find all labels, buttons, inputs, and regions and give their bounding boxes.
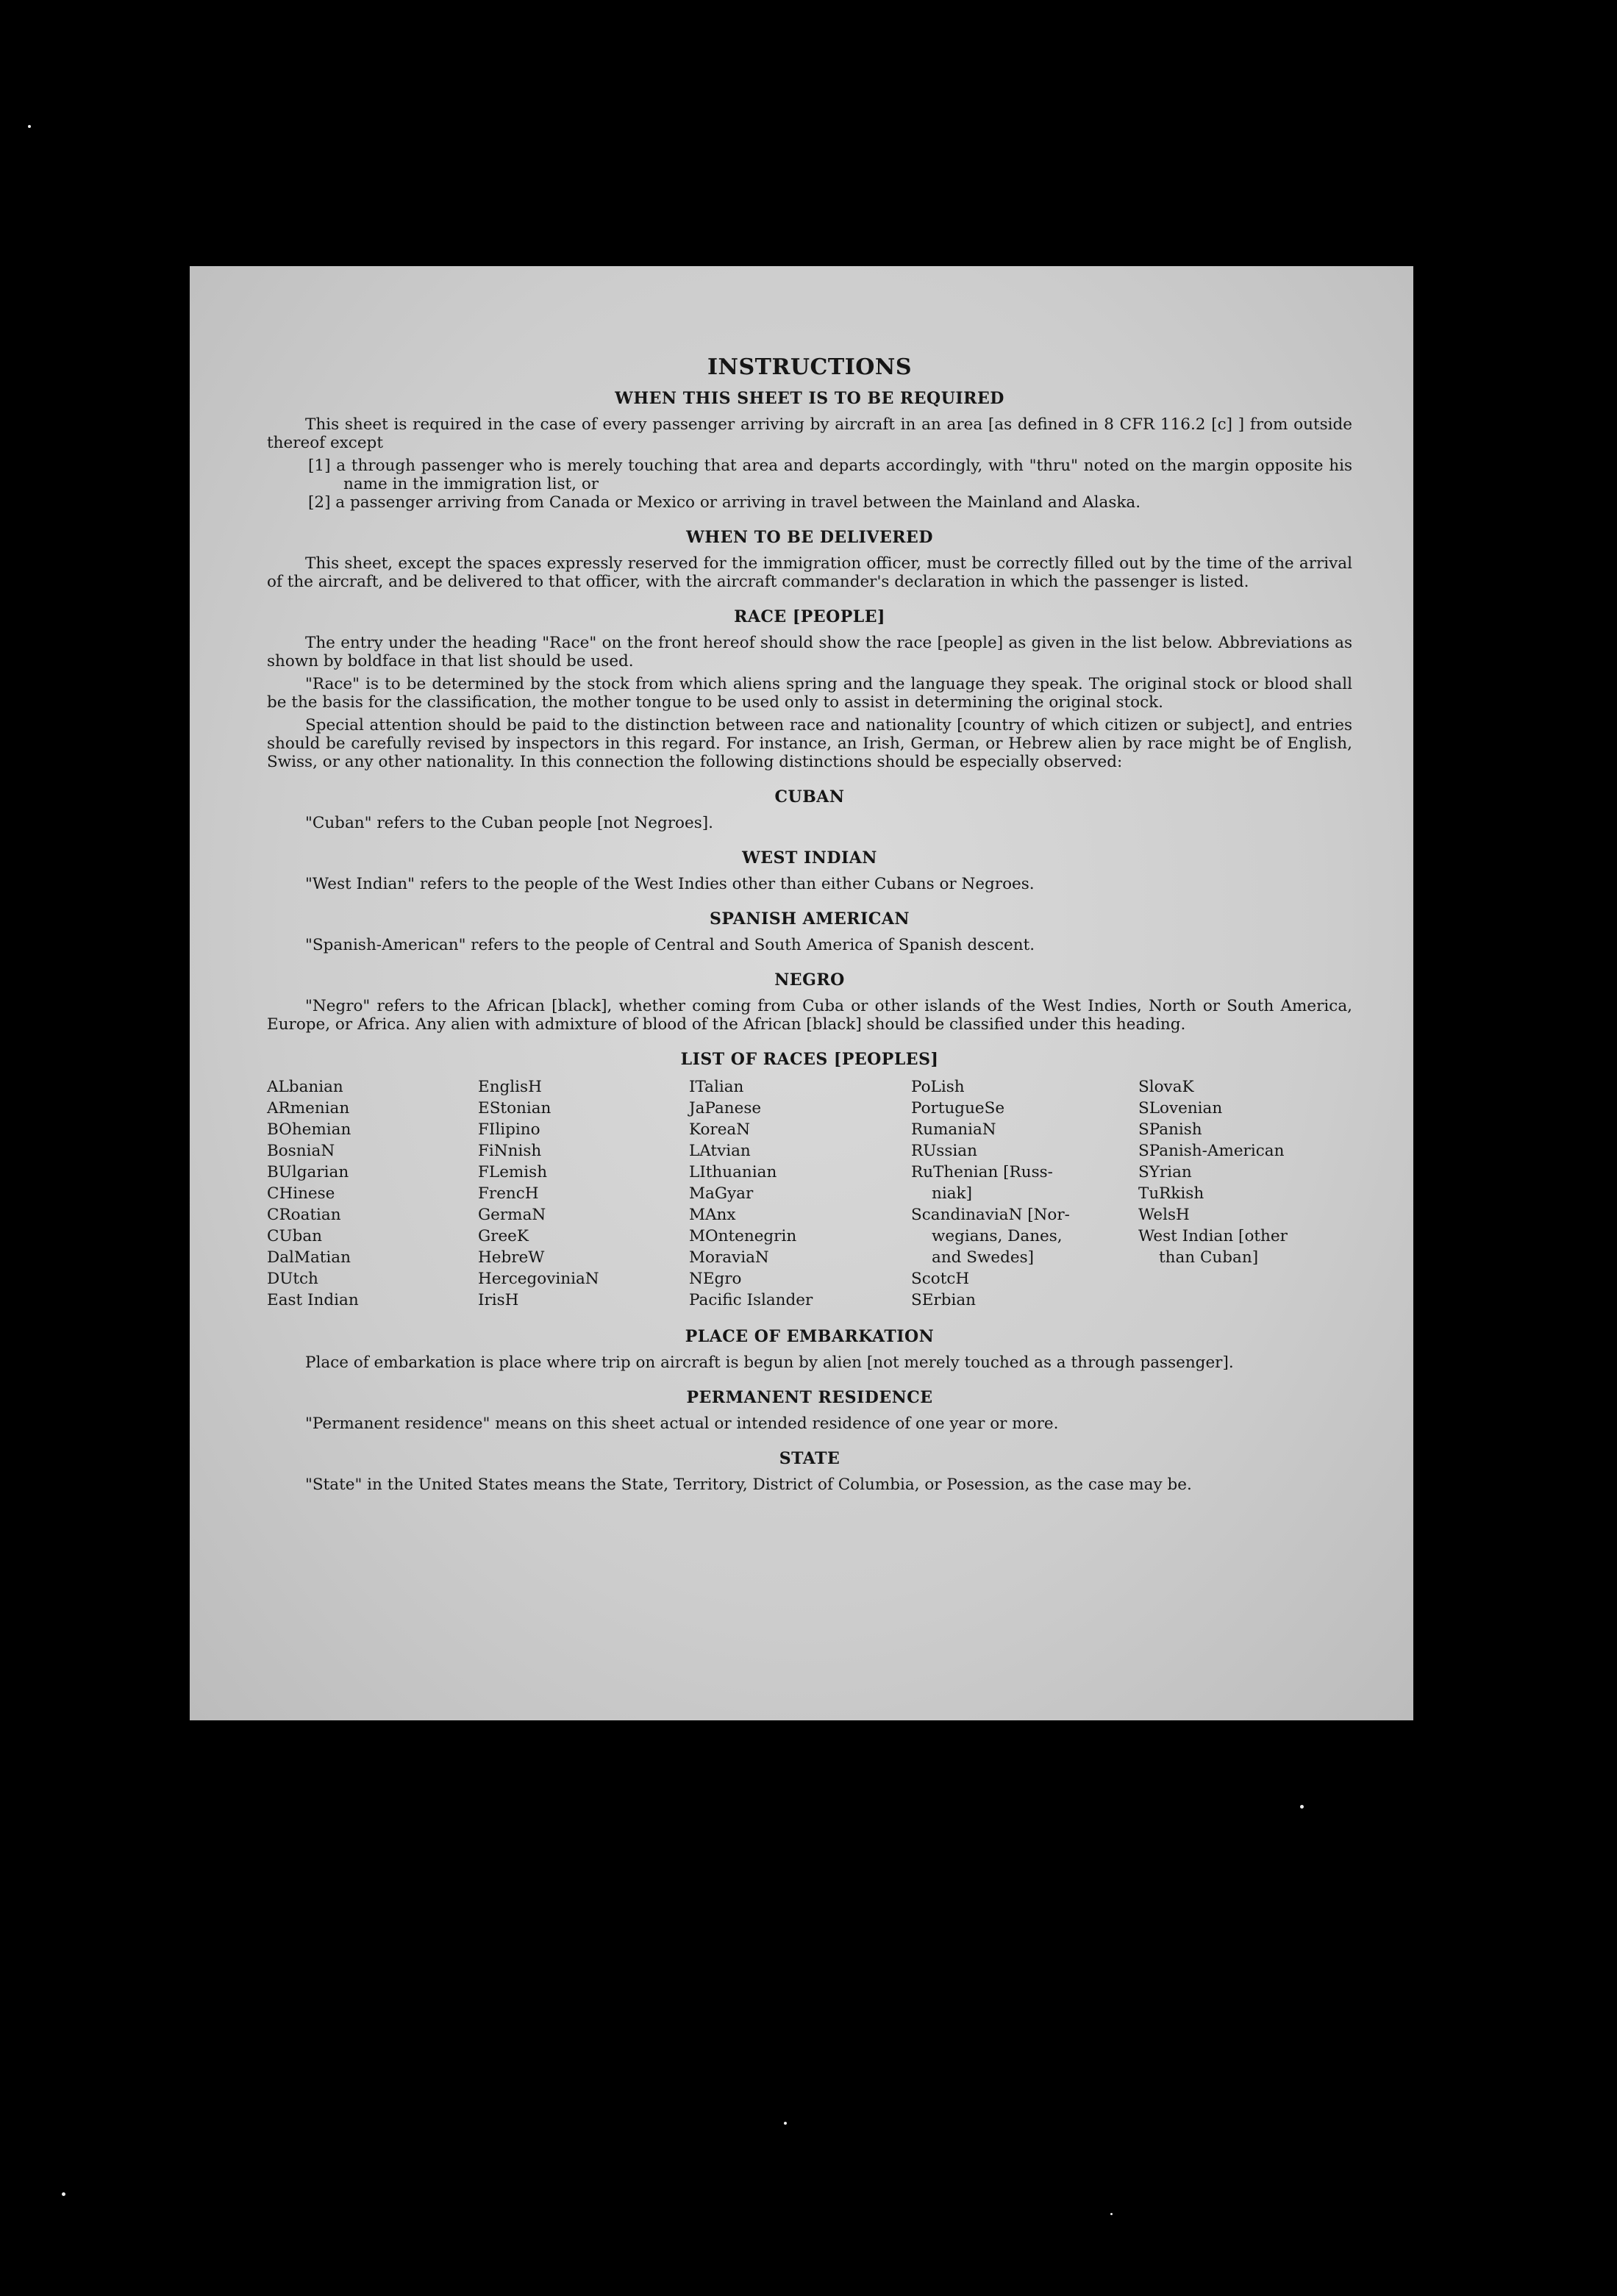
exception-item-2: [2] a passenger arriving from Canada or Mexico or arriving in travel between the Mainland and Alaska. — [308, 493, 1141, 512]
exception-item-1: [1] a through passenger who is merely touching that area and departs accordingly, with "thru" noted on the margin opposite his name in the immigration list, or — [308, 457, 1352, 493]
race-item: CUban — [267, 1227, 322, 1245]
race-list-table — [267, 1076, 1352, 1311]
heading-state: STATE — [779, 1449, 840, 1468]
race-column — [478, 1076, 689, 1311]
race-item: BOhemian — [267, 1120, 351, 1139]
race-item: wegians, Danes, — [932, 1227, 1063, 1245]
heading-cuban: CUBAN — [774, 787, 845, 807]
race-item: DUtch — [267, 1270, 318, 1288]
race-item: RumaniaN — [911, 1120, 996, 1139]
race-item: SYrian — [1138, 1163, 1192, 1181]
race-item: East Indian — [267, 1291, 359, 1309]
dust-speck — [1300, 1805, 1304, 1809]
heading-embarkation: PLACE OF EMBARKATION — [685, 1327, 935, 1346]
race-item: than Cuban] — [1159, 1248, 1259, 1267]
heading-when-delivered: WHEN TO BE DELIVERED — [686, 528, 933, 547]
heading-spanish-american: SPANISH AMERICAN — [709, 909, 910, 929]
race-item: ITalian — [689, 1078, 744, 1096]
race-item: ScotcH — [911, 1270, 970, 1288]
race-item: JaPanese — [689, 1099, 762, 1117]
race-item: HebreW — [478, 1248, 545, 1267]
race-item: EStonian — [478, 1099, 552, 1117]
race-item: EnglisH — [478, 1078, 542, 1096]
race-column — [689, 1076, 911, 1311]
heading-race: RACE [PEOPLE] — [734, 607, 885, 626]
race-item: FLemish — [478, 1163, 548, 1181]
race-item: WelsH — [1138, 1206, 1190, 1224]
race-item: PoLish — [911, 1078, 965, 1096]
when-required-text: This sheet is required in the case of every passenger arriving by aircraft in an area [as defined in 8 CFR 116.2 [c] ] from outside thereof except — [267, 415, 1352, 452]
race-item: KoreaN — [689, 1120, 751, 1139]
heading-negro: NEGRO — [774, 970, 845, 990]
race-item: West Indian [other — [1138, 1227, 1288, 1245]
race-item: SPanish-American — [1138, 1142, 1285, 1160]
heading-list-of-races: LIST OF RACES [PEOPLES] — [680, 1050, 939, 1069]
race-item: HercegoviniaN — [478, 1270, 599, 1288]
dust-speck — [1110, 2213, 1113, 2215]
spanish-american-text: "Spanish-American" refers to the people of Central and South America of Spanish descent. — [305, 936, 1035, 954]
race-item: LAtvian — [689, 1142, 751, 1160]
race-item: RuThenian [Russ- — [911, 1163, 1053, 1181]
page-title: INSTRUCTIONS — [707, 354, 912, 380]
permanent-residence-text: "Permanent residence" means on this sheet actual or intended residence of one year or more. — [305, 1415, 1059, 1433]
race-item: and Swedes] — [932, 1248, 1035, 1267]
race-item: MaGyar — [689, 1184, 754, 1203]
race-item: niak] — [932, 1184, 972, 1203]
race-item: Pacific Islander — [689, 1291, 813, 1309]
when-delivered-text: This sheet, except the spaces expressly reserved for the immigration officer, must be correctly filled out by the time of the arrival of the aircraft, and be delivered to that officer, with the aircraft commander's declaration in which the passenger is listed. — [267, 554, 1352, 591]
dust-speck — [62, 2192, 65, 2196]
race-item: ScandinaviaN [Nor- — [911, 1206, 1070, 1224]
race-item: BUlgarian — [267, 1163, 349, 1181]
heading-permanent-residence: PERMANENT RESIDENCE — [686, 1388, 933, 1407]
race-item: FrencH — [478, 1184, 539, 1203]
race-item: RUssian — [911, 1142, 977, 1160]
race-paragraph-3: Special attention should be paid to the distinction between race and nationality [country of which citizen or subject], and entries should be carefully revised by inspectors in this regard. For instance, an Irish, German, or Hebrew alien by race might be of English, Swiss, or any other nationality. In this connection the following distinctions should be especially observed: — [267, 716, 1352, 771]
race-item: FIlipino — [478, 1120, 540, 1139]
race-item: SLovenian — [1138, 1099, 1223, 1117]
dust-speck — [28, 125, 31, 128]
race-item: TuRkish — [1138, 1184, 1204, 1203]
race-item: SlovaK — [1138, 1078, 1194, 1096]
race-item: GreeK — [478, 1227, 529, 1245]
race-paragraph-2: "Race" is to be determined by the stock from which aliens spring and the language they speak. The original stock or blood shall be the basis for the classification, the mother tongue to be used only to assist in determining the original stock. — [267, 675, 1352, 712]
race-item: PortugueSe — [911, 1099, 1005, 1117]
cuban-text: "Cuban" refers to the Cuban people [not Negroes]. — [305, 814, 713, 832]
race-item: GermaN — [478, 1206, 546, 1224]
instructions-content — [267, 354, 1352, 1498]
west-indian-text: "West Indian" refers to the people of the West Indies other than either Cubans or Negroes. — [305, 875, 1035, 893]
race-item: LIthuanian — [689, 1163, 777, 1181]
race-item: MOntenegrin — [689, 1227, 797, 1245]
heading-west-indian: WEST INDIAN — [742, 848, 877, 868]
race-item: BosniaN — [267, 1142, 335, 1160]
document-page — [190, 266, 1413, 1720]
race-item: CHinese — [267, 1184, 335, 1203]
state-text: "State" in the United States means the State, Territory, District of Columbia, or Posession, as the case may be. — [305, 1476, 1192, 1494]
race-item: IrisH — [478, 1291, 519, 1309]
race-paragraph-1: The entry under the heading "Race" on the front hereof should show the race [people] as given in the list below. Abbreviations as shown by boldface in that list should be used. — [267, 634, 1352, 670]
race-item: MoraviaN — [689, 1248, 769, 1267]
heading-when-required: WHEN THIS SHEET IS TO BE REQUIRED — [615, 389, 1004, 408]
race-item: MAnx — [689, 1206, 736, 1224]
race-item: FiNnish — [478, 1142, 542, 1160]
race-column — [911, 1076, 1138, 1311]
dust-speck — [784, 2122, 787, 2125]
race-item: DalMatian — [267, 1248, 351, 1267]
race-column — [1138, 1076, 1352, 1311]
negro-text: "Negro" refers to the African [black], whether coming from Cuba or other islands of the West Indies, North or South America, Europe, or Africa. Any alien with admixture of blood of the African [black] should be classified under this heading. — [267, 997, 1352, 1034]
race-item: ALbanian — [267, 1078, 343, 1096]
race-column — [267, 1076, 478, 1311]
race-item: ARmenian — [267, 1099, 350, 1117]
race-item: CRoatian — [267, 1206, 341, 1224]
race-item: SPanish — [1138, 1120, 1202, 1139]
race-item: NEgro — [689, 1270, 742, 1288]
race-item: SErbian — [911, 1291, 977, 1309]
embarkation-text: Place of embarkation is place where trip on aircraft is begun by alien [not merely touched as a through passenger]. — [305, 1353, 1234, 1372]
